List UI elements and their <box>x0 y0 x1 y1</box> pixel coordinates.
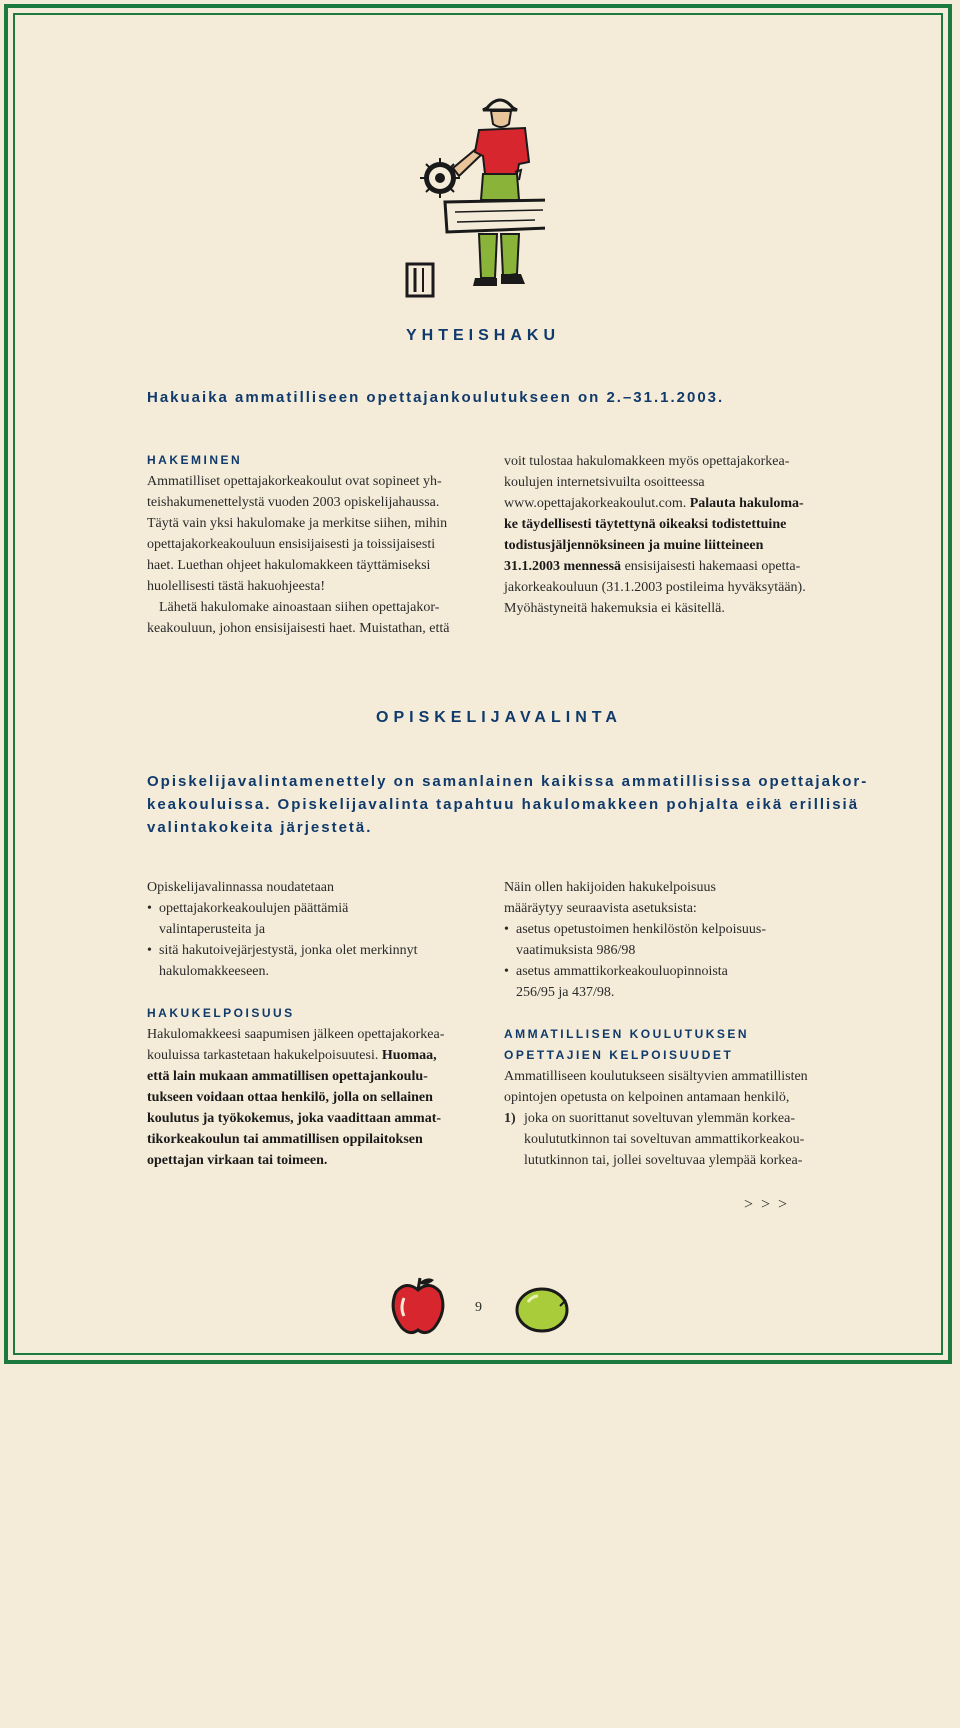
text-line: haet. Luethan ohjeet hakulomakkeen täyttämiseksi <box>147 558 431 573</box>
text-line: ke täydellisesti täytettynä oikeaksi todistettuine <box>504 517 787 532</box>
text-line: opettajakorkeakouluun ensisijaisesti ja toissijaisesti <box>147 537 436 552</box>
text-line: Täytä vain yksi hakulomake ja merkitse siihen, mihin <box>147 516 448 531</box>
hakeminen-column-right <box>504 451 834 619</box>
text-line: Hakulomakkeesi saapumisen jälkeen opettajakorkea- <box>147 1027 445 1042</box>
deadline-date: 31.1.2003 mennessä <box>504 559 622 574</box>
koulutus-heading: AMMATILLISEN KOULUTUKSEN <box>504 1027 750 1041</box>
text-line: tikorkeakoulun tai ammatillisen oppilaitoksen <box>147 1132 423 1147</box>
text-line: huolellisesti tästä hakuohjeesta! <box>147 579 326 594</box>
text-line: että lain mukaan ammatillisen opettajankoulu- <box>147 1069 428 1084</box>
wooden-plank-icon <box>445 200 545 232</box>
text-line: tukseen voidaan ottaa henkilö, jolla on sellainen <box>147 1090 433 1105</box>
hard-hat-icon <box>483 100 517 110</box>
numbered-item <box>504 1108 834 1129</box>
text-line: teishakumenettelystä vuoden 2003 opiskelijahaussa. <box>147 495 440 510</box>
lede-line: Opiskelijavalintamenettely on samanlainen kaikissa ammatillisissa opettajakor- <box>147 773 869 790</box>
bullet-item: • asetus opetustoimen henkilöstön kelpoisuus- <box>504 919 834 940</box>
text-line: koulutus ja työkokemus, joka vaadittaan ammat- <box>147 1111 442 1126</box>
text-line: keakouluun, johon ensisijaisesti haet. Muistathan, että <box>147 621 450 636</box>
text-line: valintaperusteita ja <box>159 922 266 937</box>
bucket-icon <box>407 264 433 296</box>
text-line: voit tulostaa hakulomakkeen myös opettajakorkea- <box>504 454 790 469</box>
application-period: Hakuaika ammatilliseen opettajankoulutukseen on 2.–31.1.2003. <box>147 389 725 406</box>
text-line: todistusjäljennöksineen ja muine liitteineen <box>504 538 764 553</box>
bullet-item: • asetus ammattikorkeakouluopinnoista <box>504 961 834 982</box>
valinta-column-right <box>504 877 834 1171</box>
lede-line: valintakokeita järjestetä. <box>147 819 373 836</box>
text-line: lututkinnon tai, jollei soveltuvaa ylempää korkea- <box>524 1153 803 1168</box>
item-number: 1) <box>504 1111 516 1126</box>
text-line: Myöhästyneitä hakemuksia ei käsitellä. <box>504 601 725 616</box>
text-line: koulututkinnon tai soveltuvan ammattikorkeakou- <box>524 1132 805 1147</box>
continue-arrows: > > > <box>744 1196 790 1213</box>
text-span: ensisijaisesti hakemaasi opetta- <box>624 559 801 574</box>
opiskelijavalinta-lede <box>147 770 869 839</box>
valinta-column-left <box>147 877 477 1171</box>
lede-line: keakouluissa. Opiskelijavalinta tapahtuu hakulomakkeen pohjalta eikä erillisiä <box>147 796 860 813</box>
text-line: Ammatilliset opettajakorkeakoulut ovat sopineet yh- <box>147 474 442 489</box>
page-number: 9 <box>475 1300 482 1315</box>
worker-illustration <box>395 88 545 300</box>
bullet-item: • opettajakorkeakoulujen päättämiä <box>147 898 477 919</box>
bold-text: Palauta hakuloma- <box>689 496 804 511</box>
text-line: koulujen internetsivuilta osoitteessa <box>504 475 705 490</box>
text-line: opintojen opetusta on kelpoinen antamaan henkilö, <box>504 1090 790 1105</box>
koulutus-heading: OPETTAJIEN KELPOISUUDET <box>504 1048 734 1062</box>
text-span: joka on suorittanut soveltuvan ylemmän korkea- <box>524 1111 795 1126</box>
text-line: Ammatilliseen koulutukseen sisältyvien ammatillisten <box>504 1069 808 1084</box>
text-line <box>147 1045 477 1066</box>
spacer <box>147 982 477 1003</box>
text-line: Näin ollen hakijoiden hakukelpoisuus <box>504 880 716 895</box>
text-span: kouluissa tarkastetaan hakukelpoisuutesi. <box>147 1048 379 1063</box>
hakukelpoisuus-heading: HAKUKELPOISUUS <box>147 1006 295 1020</box>
text-line: 256/95 ja 437/98. <box>516 985 615 1000</box>
text-line: Lähetä hakulomake ainoastaan siihen opettajakor- <box>159 600 440 615</box>
section-title-opiskelijavalinta: OPISKELIJAVALINTA <box>376 709 622 726</box>
text-line: opettajan virkaan tai toimeen. <box>147 1153 328 1168</box>
text-line: jakorkeakouluun (31.1.2003 postileima hyväksytään). <box>504 580 806 595</box>
bold-text: Huomaa, <box>381 1048 437 1063</box>
apple-icon <box>390 1276 446 1338</box>
section-title-yhteishaku: YHTEISHAKU <box>406 327 561 344</box>
text-line <box>504 493 834 514</box>
text-line: määräytyy seuraavista asetuksista: <box>504 901 697 916</box>
spacer <box>504 1003 834 1024</box>
sawblade-icon <box>420 158 460 198</box>
lime-icon <box>514 1286 570 1334</box>
text-line: Opiskelijavalinnassa noudatetaan <box>147 880 334 895</box>
bullet-item: • sitä hakutoivejärjestystä, jonka olet merkinnyt <box>147 940 477 961</box>
website-address: www.opettajakorkeakoulut.com. <box>504 496 687 511</box>
text-line: hakulomakkeeseen. <box>159 964 270 979</box>
text-line: vaatimuksista 986/98 <box>516 943 636 958</box>
hakeminen-heading: HAKEMINEN <box>147 453 243 467</box>
text-line <box>504 556 834 577</box>
hakeminen-column-left <box>147 450 477 639</box>
